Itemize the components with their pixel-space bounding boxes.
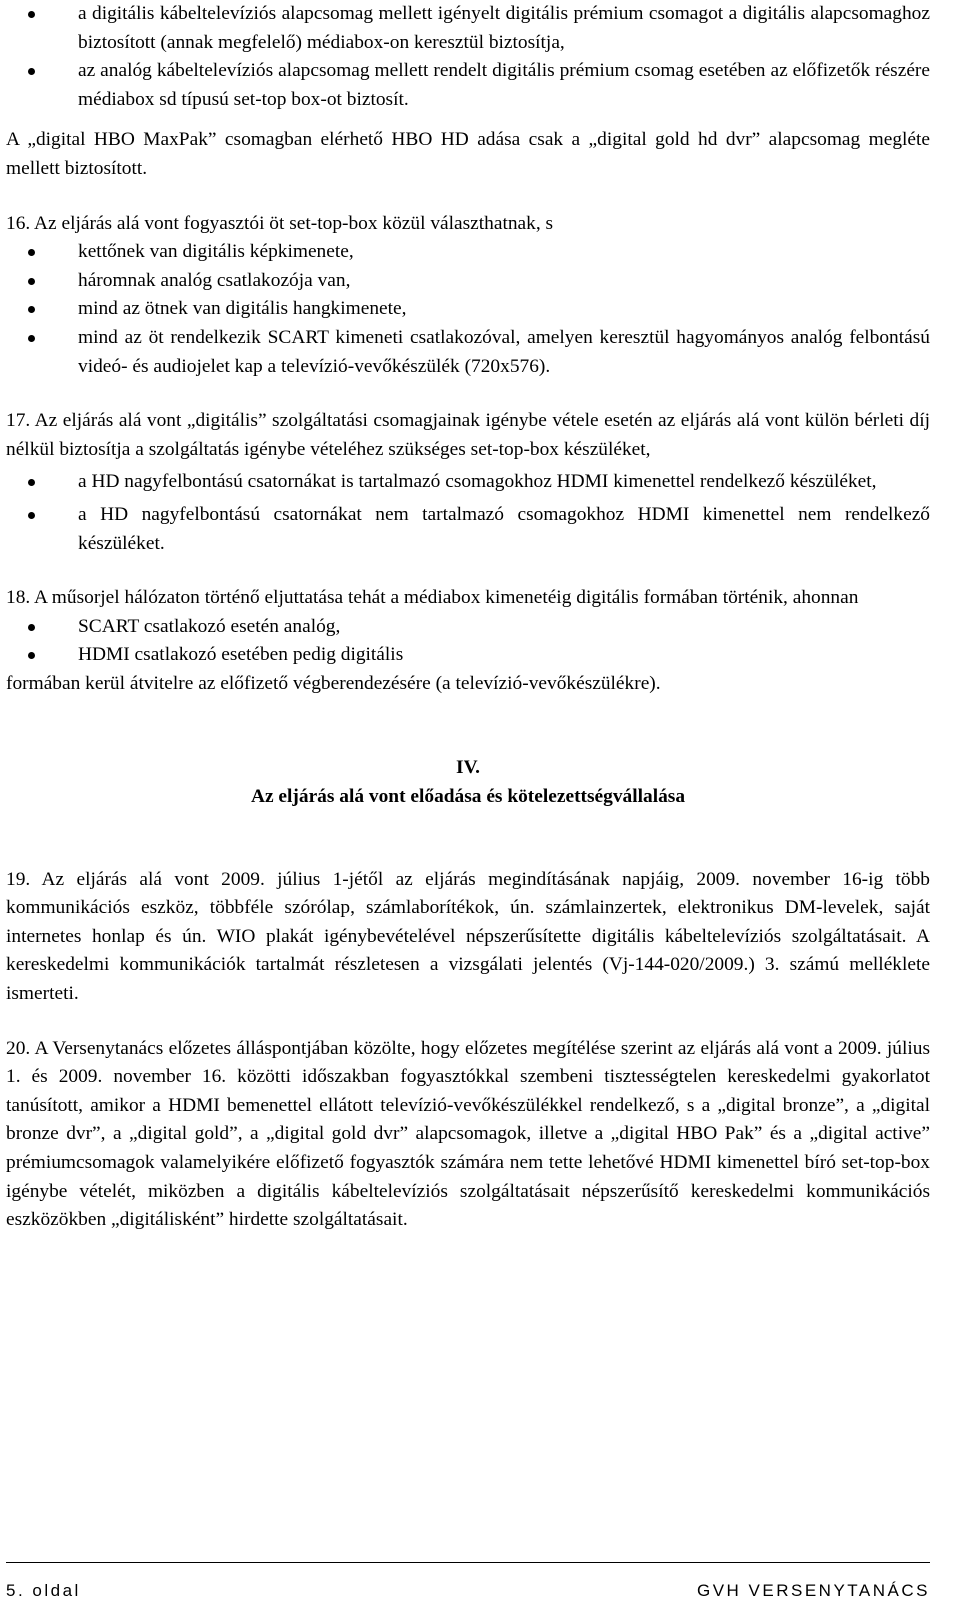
page-number: 5. oldal	[6, 1581, 81, 1600]
list-item: kettőnek van digitális képkimenete,	[6, 238, 930, 267]
paragraph-20: 20. A Versenytanács előzetes álláspontjában közölte, hogy előzetes megítélése szerint az eljárás alá vont a 2009. július 1. és 2009. november 16. közötti időszakban fogyasztókkal szembeni tisztességtelen kereskedelmi gyakorlatot tanúsított, amikor a HDMI bemenettel ellátott televízió-vevőkészülékkel rendelkező, s a „digital bronze”, a „digital bronze dvr”, a „digital gold”, a „digital gold dvr” alapcsomagok, illetve a „digital HBO Pak” és a „digital active” prémiumcsomagok valamelyikére előfizető fogyasztók számára nem tette lehetővé HDMI kimenettel bíró set-top-box igénybe vételét, miközben a digitális kábeltelevíziós szolgáltatásait népszerűsítő kereskedelmi kommunikációs eszközökben „digitálisként” hirdette szolgáltatásait.	[6, 1037, 930, 1231]
list-item: a digitális kábeltelevíziós alapcsomag mellett igényelt digitális prémium csomagot a digitális alapcsomaghoz biztosított (annak megfelelő) médiabox-on keresztül biztosítja,	[6, 0, 930, 57]
page-footer	[6, 1562, 930, 1601]
paragraph-18-intro: 18. A műsorjel hálózaton történő eljuttatása tehát a médiabox kimenetéig digitális formában történik, ahonnan	[6, 587, 859, 609]
paragraph-16-intro: 16. Az eljárás alá vont fogyasztói öt set-top-box közül választhatnak, s	[6, 212, 554, 234]
document-page	[6, 0, 930, 1235]
section-title: Az eljárás alá vont előadása és kötelezettségvállalása	[250, 786, 686, 808]
footer-organization: GVH VERSENYTANÁCS	[696, 1581, 930, 1600]
paragraph-18-outro: formában kerül átvitelre az előfizető végberendezésére (a televízió-vevőkészülékre).	[6, 672, 661, 694]
list-item: SCART csatlakozó esetén analóg,	[6, 613, 930, 642]
paragraph-17-list	[6, 468, 930, 558]
paragraph-18-list	[6, 613, 930, 670]
paragraph-19: 19. Az eljárás alá vont 2009. július 1-jétől az eljárás megindításának napjáig, 2009. november 16-ig több kommunikációs eszköz, többféle szórólap, számlaborítékok, ún. számlainzertek, elektronikus DM-levelek, saját internetes honlap és ún. WIO plakát igénybevételével népszerűsítette digitális kábeltelevíziós szolgáltatásait. A kereskedelmi kommunikációk tartalmát részletesen a vizsgálati jelentés (Vj-144-020/2009.) 3. számú melléklete ismerteti.	[6, 868, 930, 1005]
list-item: háromnak analóg csatlakozója van,	[6, 267, 930, 296]
list-item: a HD nagyfelbontású csatornákat is tartalmazó csomagokhoz HDMI kimenettel rendelkező készüléket,	[6, 468, 930, 497]
list-item: a HD nagyfelbontású csatornákat nem tartalmazó csomagokhoz HDMI kimenettel nem rendelkező készüléket.	[6, 501, 930, 558]
paragraph-16-list	[6, 238, 930, 381]
list-item: HDMI csatlakozó esetében pedig digitális	[6, 641, 930, 670]
list-item: mind az öt rendelkezik SCART kimeneti csatlakozóval, amelyen keresztül hagyományos analóg felbontású videó- és audiojelet kap a televízió-vevőkészülék (720x576).	[6, 324, 930, 381]
section-number: IV.	[456, 757, 480, 779]
paragraph-17-intro: 17. Az eljárás alá vont „digitális” szolgáltatási csomagjainak igénybe vétele esetén az eljárás alá vont külön bérleti díj nélkül biztosítja a szolgáltatás igénybe vételéhez szükséges set-top-box készüléket,	[6, 410, 930, 460]
top-bullet-list	[6, 0, 930, 114]
list-item: mind az ötnek van digitális hangkimenete,	[6, 295, 930, 324]
paragraph-hbo: A „digital HBO MaxPak” csomagban elérhető HBO HD adása csak a „digital gold hd dvr” alapcsomag megléte mellett biztosított.	[6, 129, 930, 179]
list-item: az analóg kábeltelevíziós alapcsomag mellett rendelt digitális prémium csomag esetében az előfizetők részére médiabox sd típusú set-top box-ot biztosít.	[6, 57, 930, 114]
